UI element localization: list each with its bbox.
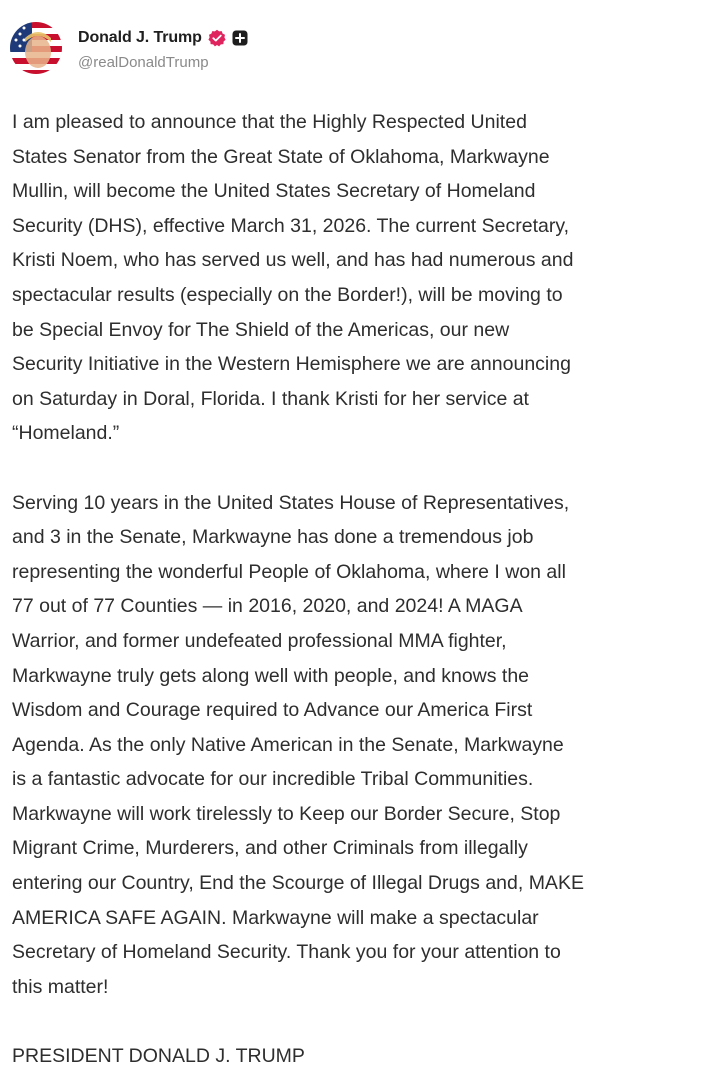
author-identity [78,26,248,71]
author-display-name[interactable]: Donald J. Trump [78,28,202,46]
plus-square-icon[interactable] [232,30,248,46]
post-signature: PRESIDENT DONALD J. TRUMP [12,1045,305,1068]
paragraph-spacer [12,1004,712,1039]
avatar[interactable] [10,22,62,74]
post-paragraph: I am pleased to announce that the Highly Respected United States Senator from the Great State of Oklahoma, Markwayne Mullin, will become the United States Secretary of Homeland Security (DHS), effective March 31, 2026. The current Secretary, Kristi Noem, who has served us well, and has had numerous and spectacular results (especially on the Border!), will be moving to be Special Envoy for The Shield of the Americas, our new Security Initiative in the Western Hemisphere we are announcing on Saturday in Doral, Florida. I thank Kristi for her service at “Homeland.” [12,111,574,445]
name-row [78,26,248,50]
post-paragraph: Serving 10 years in the United States House of Representatives, and 3 in the Senate, Markwayne has done a tremendous job representing the wonderful People of Oklahoma, where I won all 77 out of 77 Counties — in 2016, 2020, and 2024! A MAGA Warrior, and former undefeated professional MMA fighter, Markwayne truly gets along well with people, and knows the Wisdom and Courage required to Advance our America First Agenda. As the only Native American in the Senate, Markwayne is a fantastic advocate for our incredible Tribal Communities. Markwayne will work tirelessly to Keep our Border Secure, Stop Migrant Crime, Murderers, and other Criminals from illegally entering our Country, End the Scourge of Illegal Drugs and, MAKE AMERICA SAFE AGAIN. Markwayne will make a spectacular Secretary of Homeland Security. Thank you for your attention to this matter! [12,491,584,998]
verified-badge-icon [208,29,226,47]
post-header [10,18,248,78]
avatar-image [10,22,62,74]
paragraph-spacer [12,451,712,486]
post-body [12,105,712,1074]
author-handle[interactable]: @realDonaldTrump [78,53,209,71]
